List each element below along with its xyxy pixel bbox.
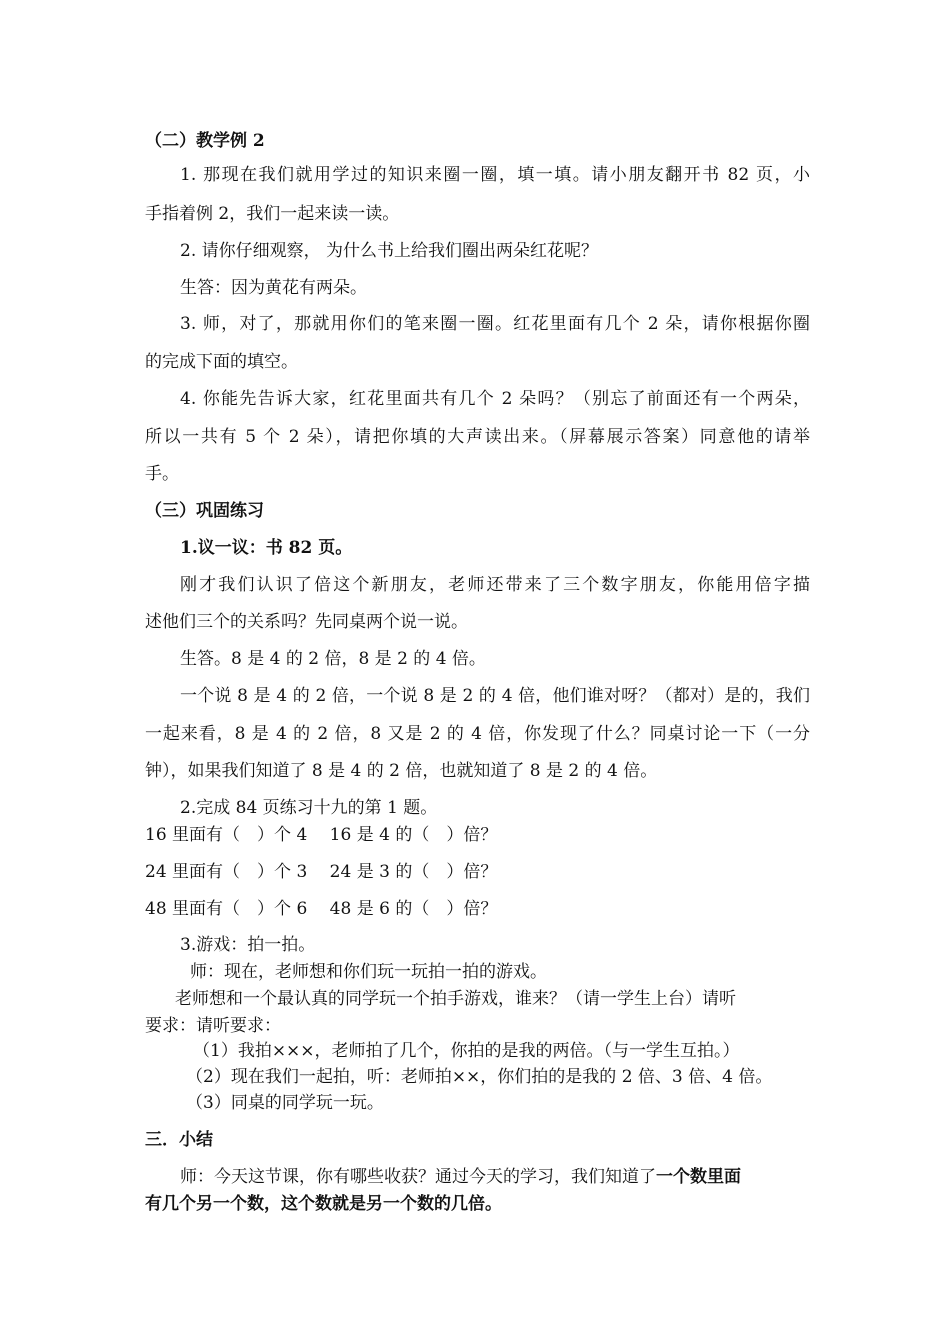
summary-emphasis: 一个数里面	[656, 1167, 741, 1187]
summary-line-2: 有几个另一个数，这个数就是另一个数的几倍。	[145, 1194, 502, 1214]
exercise-3-title: 3.游戏：拍一拍。	[180, 935, 316, 955]
exercise-1-text-line-2: 述他们三个的关系吗？先同桌两个说一说。	[145, 612, 468, 632]
exercise-3-text-line-1: 老师想和一个最认真的同学玩一个拍手游戏，谁来？（请一学生上台）请听	[175, 989, 736, 1009]
fill-blank-3: 48 里面有（ ）个 6 48 是 6 的（ ）倍？	[145, 899, 498, 919]
exercise-1-discussion-line-2: 一起来看，8 是 4 的 2 倍，8 又是 2 的 4 倍，你发现了什么？同桌讨论一下（一分	[145, 724, 810, 744]
exercise-1-title: 1.议一议：书 82 页。	[180, 538, 353, 558]
section-heading-summary: 三．小结	[145, 1130, 213, 1150]
exercise-3-teacher-line: 师：现在，老师想和你们玩一玩拍一拍的游戏。	[190, 962, 547, 982]
paragraph-3-line-1: 3. 师，对了，那就用你们的笔来圈一圈。红花里面有几个 2 朵，请你根据你圈	[180, 314, 810, 334]
fill-blank-1: 16 里面有（ ）个 4 16 是 4 的（ ）倍？	[145, 825, 498, 845]
exercise-1-discussion-line-3: 钟），如果我们知道了 8 是 4 的 2 倍，也就知道了 8 是 2 的 4 倍。	[145, 761, 658, 781]
rule-3: （3）同桌的同学玩一玩。	[186, 1093, 384, 1113]
summary-text: 师：今天这节课，你有哪些收获？通过今天的学习，我们知道了	[180, 1167, 656, 1187]
exercise-3-text-line-2: 要求：请听要求：	[145, 1016, 281, 1036]
paragraph-4-line-2: 所以一共有 5 个 2 朵），请把你填的大声读出来。（屏幕展示答案）同意他的请举	[145, 427, 810, 447]
summary-line-1	[180, 1167, 741, 1187]
paragraph-4-line-3: 手。	[145, 464, 179, 484]
paragraph-1-line-1: 1. 那现在我们就用学过的知识来圈一圈，填一填。请小朋友翻开书 82 页，小	[180, 165, 810, 185]
fill-blank-2: 24 里面有（ ）个 3 24 是 3 的（ ）倍？	[145, 862, 498, 882]
paragraph-1-line-2: 手指着例 2，我们一起来读一读。	[145, 204, 400, 224]
section-heading-practice: （三）巩固练习	[145, 501, 264, 521]
paragraph-3-line-2: 的完成下面的填空。	[145, 352, 298, 372]
rule-2: （2）现在我们一起拍，听：老师拍××，你们拍的是我的 2 倍、3 倍、4 倍。	[186, 1067, 773, 1087]
exercise-1-text-line-1: 刚才我们认识了倍这个新朋友，老师还带来了三个数字朋友，你能用倍字描	[180, 575, 810, 595]
rule-1: （1）我拍×××，老师拍了几个，你拍的是我的两倍。（与一学生互拍。）	[193, 1041, 740, 1061]
student-answer-1: 生答：因为黄花有两朵。	[180, 278, 367, 298]
exercise-1-answer: 生答。8 是 4 的 2 倍，8 是 2 的 4 倍。	[180, 649, 486, 669]
paragraph-4-line-1: 4. 你能先告诉大家，红花里面共有几个 2 朵吗？（别忘了前面还有一个两朵，	[180, 389, 810, 409]
section-heading-example-2: （二）教学例 2	[145, 131, 265, 151]
paragraph-2: 2. 请你仔细观察， 为什么书上给我们圈出两朵红花呢？	[180, 241, 599, 261]
exercise-2-title: 2.完成 84 页练习十九的第 1 题。	[180, 798, 438, 818]
exercise-1-discussion-line-1: 一个说 8 是 4 的 2 倍，一个说 8 是 2 的 4 倍，他们谁对呀？（都对）是的，我们	[180, 686, 810, 706]
